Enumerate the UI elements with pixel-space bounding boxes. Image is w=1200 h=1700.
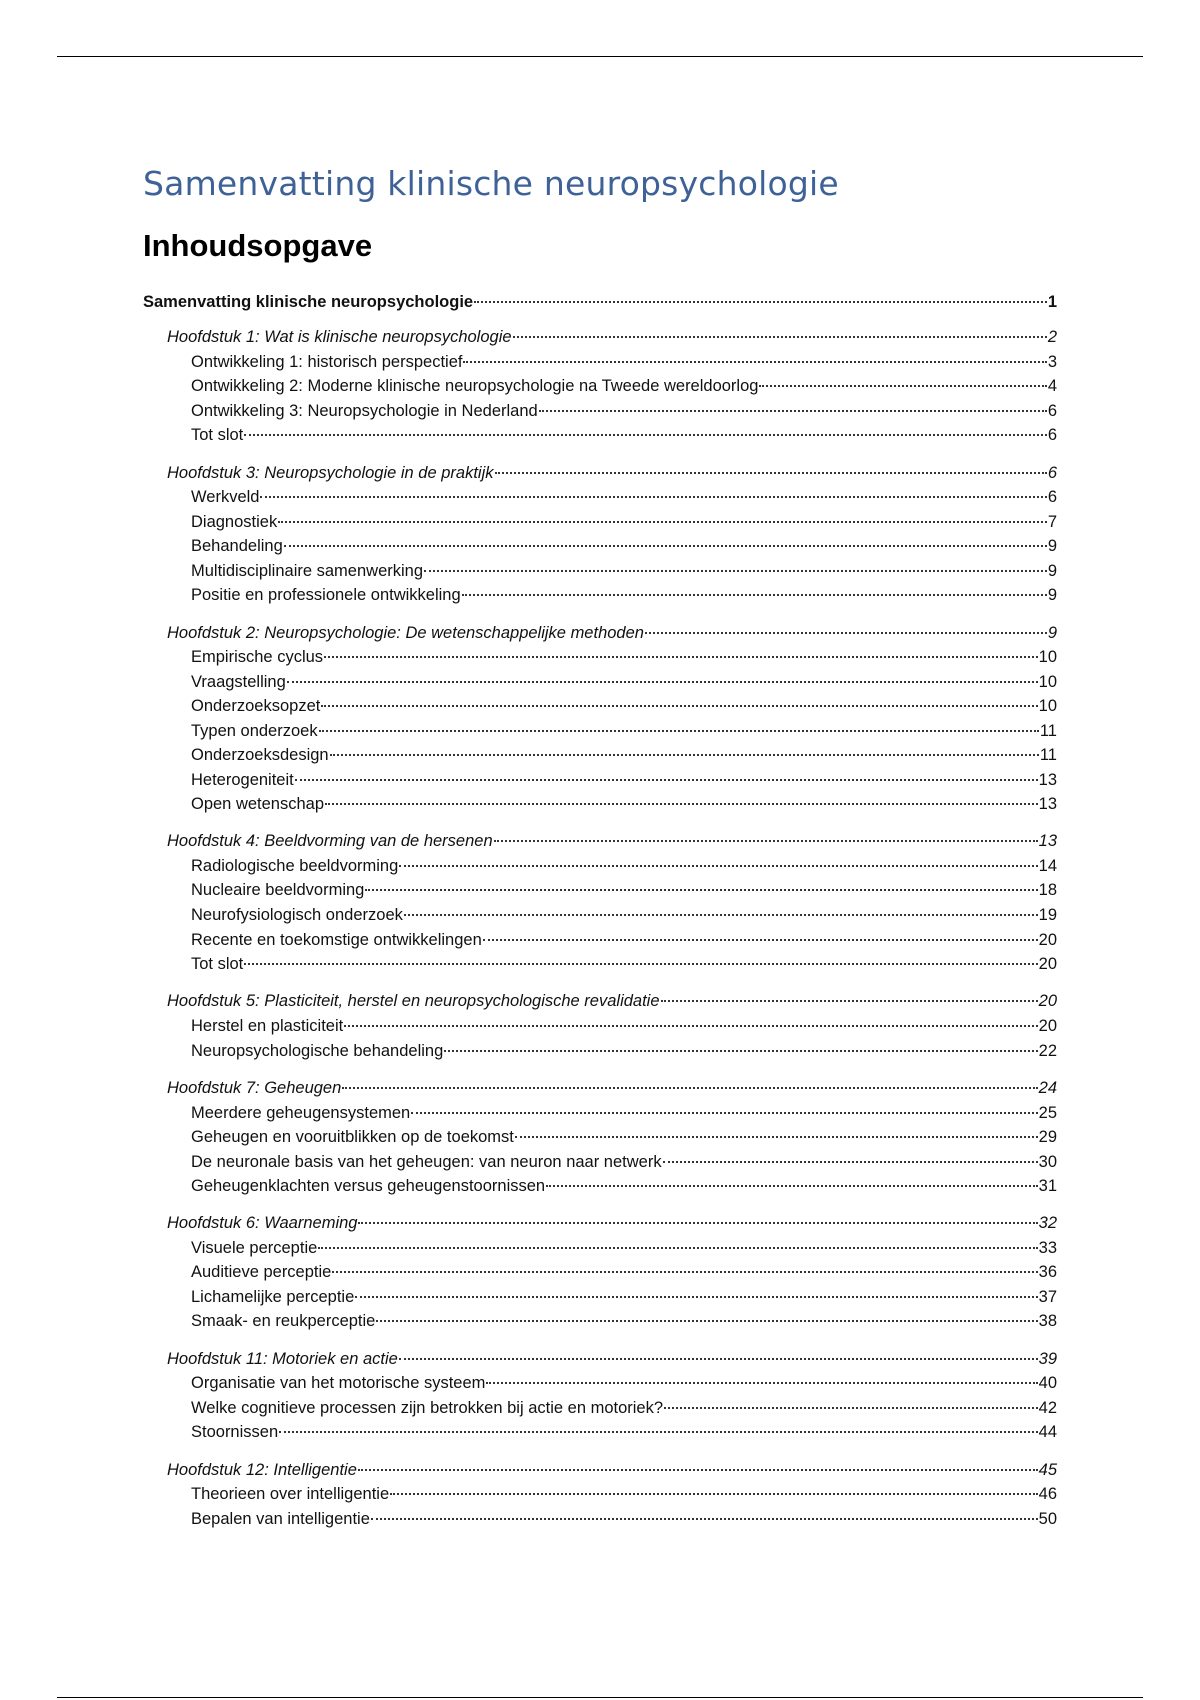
toc-leader-dots — [390, 1493, 1038, 1495]
toc-entry-text: Recente en toekomstige ontwikkelingen — [191, 931, 482, 949]
toc-leader-dots — [399, 865, 1037, 867]
toc-leader-dots — [515, 1136, 1038, 1138]
toc-page-number: 3 — [1047, 353, 1057, 371]
toc-page-number: 39 — [1038, 1350, 1057, 1368]
toc-leader-dots — [661, 1000, 1038, 1002]
toc-section-entry[interactable] — [191, 905, 1057, 925]
toc-leader-dots — [663, 1161, 1038, 1163]
document-title: Samenvatting klinische neuropsychologie — [143, 164, 839, 203]
toc-leader-dots — [664, 1407, 1038, 1409]
toc-section-entry[interactable] — [191, 585, 1057, 605]
toc-leader-dots — [474, 301, 1047, 303]
toc-section-entry[interactable] — [191, 672, 1057, 692]
toc-leader-dots — [495, 472, 1047, 474]
toc-entry-text: Visuele perceptie — [191, 1239, 318, 1257]
toc-chapter-entry[interactable] — [167, 1349, 1057, 1369]
toc-leader-dots — [325, 803, 1038, 805]
toc-entry-text: Tot slot — [191, 955, 244, 973]
toc-entry-text: Hoofdstuk 12: Intelligentie — [167, 1461, 357, 1479]
toc-leader-dots — [404, 914, 1038, 916]
toc-entry-text: Hoofdstuk 6: Waarneming — [167, 1214, 358, 1232]
toc-page-number: 37 — [1038, 1288, 1057, 1306]
toc-entry-text: Hoofdstuk 11: Motoriek en actie — [167, 1350, 398, 1368]
toc-section-entry[interactable] — [191, 770, 1057, 790]
toc-page-number: 40 — [1038, 1374, 1057, 1392]
toc-leader-dots — [483, 939, 1038, 941]
toc-page-number: 30 — [1038, 1153, 1057, 1171]
toc-leader-dots — [358, 1469, 1038, 1471]
toc-section-entry[interactable] — [191, 487, 1057, 507]
toc-page-number: 25 — [1038, 1104, 1057, 1122]
toc-section-entry[interactable] — [191, 1103, 1057, 1123]
toc-page-number: 13 — [1038, 832, 1057, 850]
toc-page-number: 42 — [1038, 1399, 1057, 1417]
toc-page-number: 11 — [1039, 746, 1057, 764]
toc-leader-dots — [371, 1518, 1038, 1520]
toc-entry-text: Stoornissen — [191, 1423, 279, 1441]
toc-page-number: 10 — [1038, 673, 1057, 691]
toc-leader-dots — [295, 779, 1038, 781]
toc-entry-text: Empirische cyclus — [191, 648, 324, 666]
toc-page-number: 20 — [1038, 931, 1057, 949]
toc-section-entry[interactable] — [191, 1176, 1057, 1196]
toc-entry-text: Geheugen en vooruitblikken op de toekomst — [191, 1128, 514, 1146]
toc-entry-text: Multidisciplinaire samenwerking — [191, 562, 424, 580]
toc-entry-text: Hoofdstuk 1: Wat is klinische neuropsychologie — [167, 328, 512, 346]
toc-heading: Inhoudsopgave — [143, 228, 373, 263]
toc-chapter-entry[interactable] — [167, 1078, 1057, 1098]
toc-page-number: 22 — [1038, 1042, 1057, 1060]
toc-leader-dots — [318, 1247, 1037, 1249]
toc-entry-text: Onderzoeksopzet — [191, 697, 321, 715]
toc-page-number: 10 — [1038, 697, 1057, 715]
toc-chapter-entry[interactable] — [167, 327, 1057, 347]
toc-entry-text: Lichamelijke perceptie — [191, 1288, 355, 1306]
toc-leader-dots — [279, 1431, 1038, 1433]
toc-section-entry[interactable] — [191, 536, 1057, 556]
toc-leader-dots — [444, 1050, 1037, 1052]
toc-leader-dots — [539, 410, 1047, 412]
footer-rule — [57, 1697, 1143, 1698]
toc-section-entry[interactable] — [191, 1484, 1057, 1504]
toc-section-entry[interactable] — [191, 1238, 1057, 1258]
toc-section-entry[interactable] — [191, 954, 1057, 974]
toc-section-entry[interactable] — [191, 1509, 1057, 1529]
toc-section-entry[interactable] — [191, 376, 1057, 396]
toc-chapter-entry[interactable] — [167, 463, 1057, 483]
toc-entry-text: Theorieen over intelligentie — [191, 1485, 390, 1503]
toc-page-number: 9 — [1047, 586, 1057, 604]
toc-leader-dots — [244, 963, 1037, 965]
toc-entry-text: Werkveld — [191, 488, 260, 506]
toc-chapter-entry[interactable] — [167, 1460, 1057, 1480]
toc-page-number: 46 — [1038, 1485, 1057, 1503]
toc-entry-text: Hoofdstuk 3: Neuropsychologie in de praktijk — [167, 464, 494, 482]
toc-leader-dots — [376, 1320, 1037, 1322]
toc-page-number: 29 — [1038, 1128, 1057, 1146]
toc-section-entry[interactable] — [191, 856, 1057, 876]
toc-entry-text: Diagnostiek — [191, 513, 278, 531]
toc-leader-dots — [462, 594, 1047, 596]
toc-section-entry[interactable] — [191, 1127, 1057, 1147]
toc-page-number: 31 — [1038, 1177, 1057, 1195]
toc-section-entry[interactable] — [191, 512, 1057, 532]
toc-page-number: 7 — [1047, 513, 1057, 531]
toc-entry-text: Nucleaire beeldvorming — [191, 881, 365, 899]
toc-leader-dots — [260, 496, 1046, 498]
toc-entry-text: Neurofysiologisch onderzoek — [191, 906, 403, 924]
toc-page-number: 6 — [1047, 426, 1057, 444]
toc-section-entry[interactable] — [191, 1041, 1057, 1061]
toc-page-number: 6 — [1047, 488, 1057, 506]
toc-section-entry[interactable] — [191, 721, 1057, 741]
toc-entry-text: Samenvatting klinische neuropsychologie — [143, 293, 474, 311]
toc-entry-text: Onderzoeksdesign — [191, 746, 329, 764]
toc-entry-text: Hoofdstuk 5: Plasticiteit, herstel en neuropsychologische revalidatie — [167, 992, 660, 1010]
toc-leader-dots — [759, 385, 1046, 387]
toc-leader-dots — [358, 1222, 1037, 1224]
toc-leader-dots — [424, 570, 1047, 572]
toc-entry-text: Herstel en plasticiteit — [191, 1017, 344, 1035]
toc-entry-text: Positie en professionele ontwikkeling — [191, 586, 461, 604]
toc-section-entry[interactable] — [191, 745, 1057, 765]
toc-section-entry[interactable] — [191, 930, 1057, 950]
toc-section-entry[interactable] — [191, 1016, 1057, 1036]
toc-page-number: 2 — [1047, 328, 1057, 346]
toc-page-number: 33 — [1038, 1239, 1057, 1257]
toc-page-number: 45 — [1038, 1461, 1057, 1479]
toc-entry-text: Geheugenklachten versus geheugenstoornissen — [191, 1177, 546, 1195]
toc-section-entry[interactable] — [191, 1398, 1057, 1418]
toc-entry-text: Ontwikkeling 2: Moderne klinische neuropsychologie na Tweede wereldoorlog — [191, 377, 759, 395]
toc-page-number: 13 — [1038, 795, 1057, 813]
toc-leader-dots — [645, 632, 1047, 634]
toc-page-number: 44 — [1038, 1423, 1057, 1441]
toc-entry-text: Tot slot — [191, 426, 244, 444]
toc-entry-text: De neuronale basis van het geheugen: van neuron naar netwerk — [191, 1153, 662, 1171]
toc-page-number: 20 — [1038, 955, 1057, 973]
toc-leader-dots — [332, 1271, 1037, 1273]
toc-entry-text: Behandeling — [191, 537, 283, 555]
toc-section-entry[interactable] — [191, 880, 1057, 900]
toc-chapter-entry[interactable] — [167, 1213, 1057, 1233]
toc-entry-text: Typen onderzoek — [191, 722, 318, 740]
toc-entry-text: Vraagstelling — [191, 673, 286, 691]
toc-section-entry[interactable] — [191, 1311, 1057, 1331]
toc-page-number: 50 — [1038, 1510, 1057, 1528]
toc-page-number: 9 — [1047, 562, 1057, 580]
toc-leader-dots — [244, 434, 1047, 436]
toc-chapter-entry[interactable] — [167, 623, 1057, 643]
toc-page-number: 24 — [1038, 1079, 1057, 1097]
toc-chapter-entry[interactable] — [167, 991, 1057, 1011]
toc-page-number: 18 — [1038, 881, 1057, 899]
toc-page-number: 20 — [1038, 992, 1057, 1010]
toc-leader-dots — [411, 1112, 1037, 1114]
toc-page-number: 14 — [1038, 857, 1057, 875]
toc-entry-text: Ontwikkeling 3: Neuropsychologie in Nederland — [191, 402, 538, 420]
toc-section-entry[interactable] — [191, 1152, 1057, 1172]
toc-page-number: 36 — [1038, 1263, 1057, 1281]
toc-leader-dots — [330, 754, 1039, 756]
toc-entry-text: Ontwikkeling 1: historisch perspectief — [191, 353, 463, 371]
toc-section-entry[interactable] — [191, 647, 1057, 667]
toc-section-entry[interactable] — [191, 425, 1057, 445]
toc-section-entry[interactable] — [191, 794, 1057, 814]
toc-section-entry[interactable] — [191, 1287, 1057, 1307]
toc-page-number: 13 — [1038, 771, 1057, 789]
toc-page-number: 10 — [1038, 648, 1057, 666]
toc-leader-dots — [321, 705, 1037, 707]
toc-page-number: 32 — [1038, 1214, 1057, 1232]
toc-entry-text: Welke cognitieve processen zijn betrokken bij actie en motoriek? — [191, 1399, 664, 1417]
toc-leader-dots — [344, 1025, 1037, 1027]
toc-page-number: 9 — [1047, 624, 1057, 642]
toc-section-entry[interactable] — [191, 696, 1057, 716]
toc-page-number: 19 — [1038, 906, 1057, 924]
toc-page-number: 9 — [1047, 537, 1057, 555]
toc-leader-dots — [486, 1382, 1037, 1384]
toc-leader-dots — [324, 656, 1038, 658]
toc-section-entry[interactable] — [191, 1373, 1057, 1393]
toc-leader-dots — [463, 361, 1046, 363]
toc-chapter-entry[interactable] — [167, 831, 1057, 851]
toc-entry-text: Hoofdstuk 2: Neuropsychologie: De wetenschappelijke methoden — [167, 624, 644, 642]
toc-section-entry[interactable] — [191, 1262, 1057, 1282]
toc-entry-text: Bepalen van intelligentie — [191, 1510, 370, 1528]
toc-entry-text: Hoofdstuk 7: Geheugen — [167, 1079, 342, 1097]
toc-section-entry[interactable] — [191, 561, 1057, 581]
toc-page-number: 4 — [1047, 377, 1057, 395]
toc-entry-text: Auditieve perceptie — [191, 1263, 332, 1281]
toc-entry-text: Neuropsychologische behandeling — [191, 1042, 444, 1060]
toc-page-number: 20 — [1038, 1017, 1057, 1035]
toc-leader-dots — [546, 1185, 1038, 1187]
toc-leader-dots — [365, 889, 1037, 891]
toc-page-number: 1 — [1047, 293, 1057, 311]
toc-leader-dots — [494, 840, 1038, 842]
toc-leader-dots — [355, 1296, 1037, 1298]
toc-section-entry[interactable] — [191, 1422, 1057, 1442]
toc-page-number: 6 — [1047, 464, 1057, 482]
toc-leader-dots — [278, 521, 1047, 523]
toc-leader-dots — [284, 545, 1047, 547]
toc-page-number: 38 — [1038, 1312, 1057, 1330]
toc-leader-dots — [513, 336, 1047, 338]
toc-leader-dots — [399, 1358, 1038, 1360]
toc-entry-text: Meerdere geheugensystemen — [191, 1104, 411, 1122]
toc-entry-text: Radiologische beeldvorming — [191, 857, 399, 875]
toc-entry-text: Hoofdstuk 4: Beeldvorming van de hersenen — [167, 832, 493, 850]
toc-leader-dots — [319, 730, 1039, 732]
toc-top-entry[interactable] — [143, 292, 1057, 312]
toc-entry-text: Organisatie van het motorische systeem — [191, 1374, 486, 1392]
toc-section-entry[interactable] — [191, 352, 1057, 372]
toc-entry-text: Heterogeniteit — [191, 771, 294, 789]
toc-page-number: 11 — [1039, 722, 1057, 740]
toc-leader-dots — [342, 1087, 1037, 1089]
toc-entry-text: Open wetenschap — [191, 795, 325, 813]
toc-page-number: 6 — [1047, 402, 1057, 420]
toc-entry-text: Smaak- en reukperceptie — [191, 1312, 376, 1330]
toc-section-entry[interactable] — [191, 401, 1057, 421]
toc-leader-dots — [287, 681, 1038, 683]
